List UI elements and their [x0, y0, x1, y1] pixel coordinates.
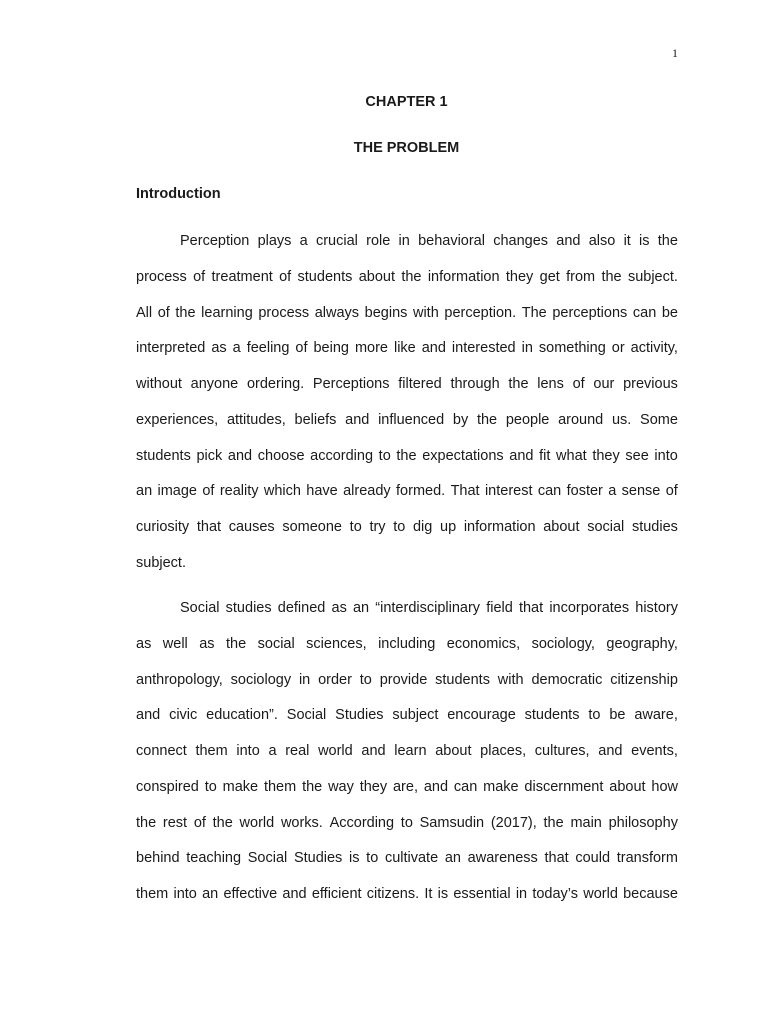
text-line: Perception plays a crucial role in behavioral changes and also it is the — [180, 233, 678, 249]
text-line: connect them into a real world and learn about places, cultures, and events, — [136, 743, 678, 759]
paragraph-1 — [136, 232, 678, 590]
text-line: All of the learning process always begins with perception. The perceptions can be — [136, 304, 678, 321]
text-line: interpreted as a feeling of being more like and interested in something or activity, — [136, 340, 678, 357]
chapter-title: THE PROBLEM — [353, 140, 460, 156]
text-line: behind teaching Social Studies is to cultivate an awareness that could transform — [136, 850, 678, 867]
chapter-heading: CHAPTER 1 — [365, 94, 448, 110]
text-line: as well as the social sciences, including economics, sociology, geography, — [136, 635, 678, 652]
text-line: the rest of the world works. According to Samsudin (2017), the main philosophy — [136, 814, 678, 831]
text-line: and civic education”. Social Studies subject encourage students to be aware, — [136, 707, 678, 724]
text-line: experiences, attitudes, beliefs and influenced by the people around us. Some — [136, 411, 678, 428]
text-line: an image of reality which have already formed. That interest can foster a sense of — [136, 483, 678, 500]
text-line: without anyone ordering. Perceptions filtered through the lens of our previous — [136, 376, 678, 392]
text-line: students pick and choose according to the expectations and fit what they see into — [136, 447, 678, 464]
text-line: anthropology, sociology in order to provide students with democratic citizenship — [136, 671, 678, 688]
text-line: subject. — [136, 554, 186, 571]
section-heading: Introduction — [136, 186, 221, 202]
text-line: conspired to make them the way they are, and can make discernment about how — [136, 778, 678, 795]
paragraph-2 — [136, 599, 678, 921]
text-line: process of treatment of students about the information they get from the subject. — [136, 268, 678, 285]
text-line: Social studies defined as an “interdisciplinary field that incorporates history — [180, 600, 678, 616]
page-number: 1 — [672, 46, 678, 60]
text-line: them into an effective and efficient citizens. It is essential in today’s world because — [136, 886, 678, 902]
text-line: curiosity that causes someone to try to dig up information about social studies — [136, 519, 678, 535]
